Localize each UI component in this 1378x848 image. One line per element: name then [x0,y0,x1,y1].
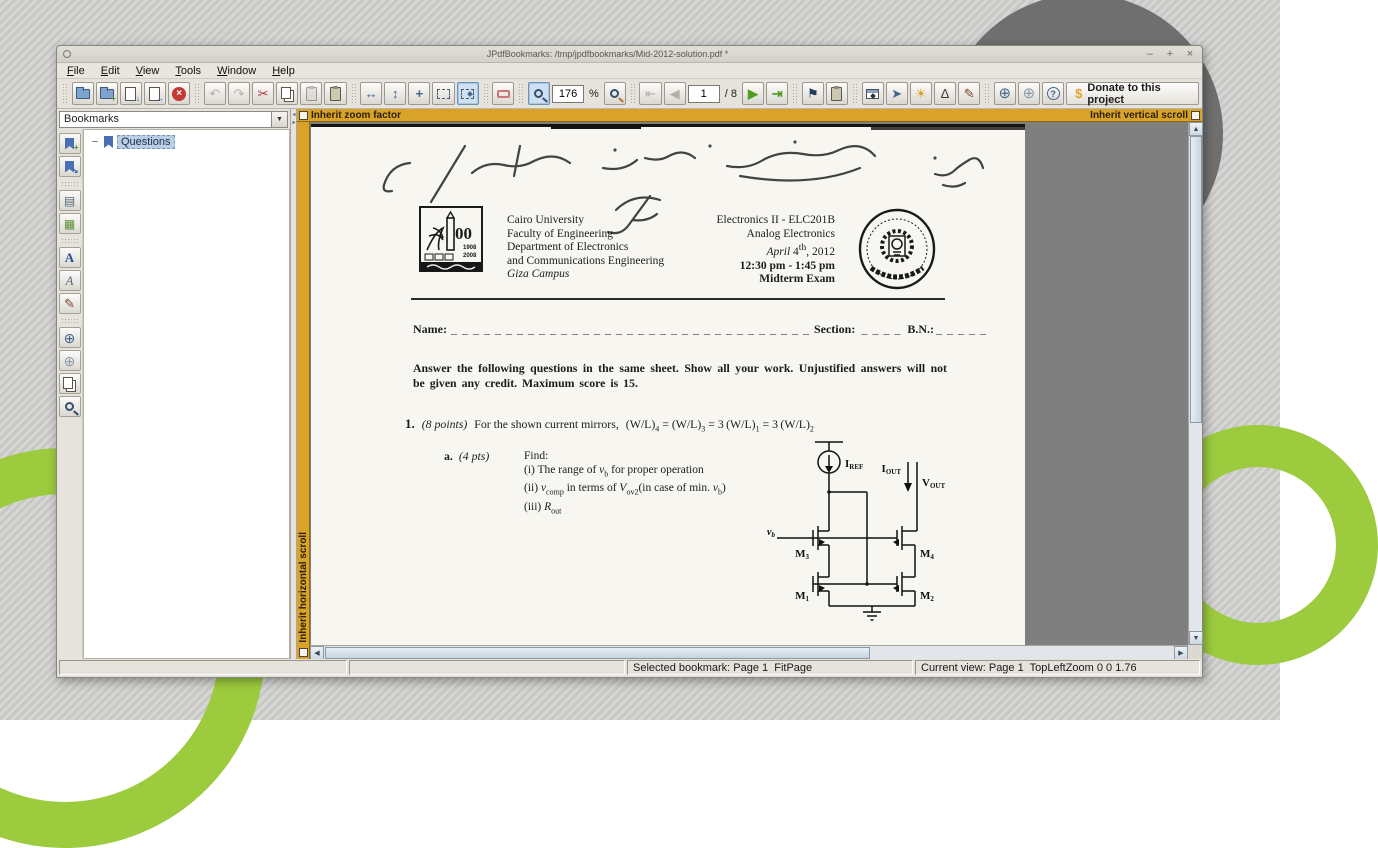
prev-page-button[interactable] [664,82,686,105]
inherit-hscroll-label: Inherit horizontal scroll [298,532,309,643]
page-icon [125,87,136,101]
combobox-dropdown-button[interactable]: ▼ [272,111,288,128]
question-1 [405,416,814,433]
globe-icon: ⊕ [998,85,1012,102]
scroll-left-button[interactable]: ◀ [310,646,324,660]
pdf-page [311,124,1025,649]
bookmarks-tree[interactable] [83,129,290,659]
red-rect-icon [497,90,510,98]
show-on-open-button[interactable] [862,82,884,105]
magnifier-icon [534,89,543,98]
edit-style-button[interactable] [958,82,980,105]
first-page-icon: ⇤ [645,86,656,101]
dollar-icon: $ [1075,86,1083,101]
svg-text:vb: $v_b$ [767,527,775,539]
flag-icon: ⚑ [806,86,819,101]
convert-named-dest-button[interactable] [934,82,956,105]
bold-button[interactable] [59,247,81,268]
remove-weblink-button[interactable] [59,350,81,371]
inherit-zoom-bar[interactable] [297,109,1202,122]
toolbar-grip[interactable] [351,83,357,105]
pages-icon [63,377,73,389]
copy-icon [281,87,291,99]
bookmark-icon [104,136,113,148]
zoom-apply-button[interactable] [604,82,626,105]
folder-icon [76,89,90,99]
set-destination-button[interactable] [59,190,81,211]
clipboard-icon [306,87,317,101]
add-sibling-bookmark-button[interactable]: + [59,133,81,154]
inherit-hscroll-bar[interactable] [297,122,310,659]
window-icon [63,50,71,58]
donate-label: Donate to this project [1087,81,1161,106]
status-cell-empty-1 [59,660,347,675]
donate-button[interactable] [1066,82,1199,105]
close-file-button[interactable] [168,82,190,105]
name-label: Name: [413,322,447,336]
current-mirror-circuit [763,434,963,634]
status-current-view: Current view: Page 1 TopLeftZoom 0 0 1.76 [915,660,1200,675]
menu-window[interactable]: Window [217,64,257,77]
web-home-button[interactable] [994,82,1016,105]
next-page-button[interactable] [742,82,764,105]
status-cell-empty-2 [349,660,625,675]
find-label: Find: [524,450,549,462]
open-file-button[interactable] [72,82,94,105]
toolbar-grip[interactable] [852,83,858,105]
part-a-row [444,449,489,464]
apply-dest-grid-button[interactable] [59,213,81,234]
svg-text:M2: M2 [920,590,934,603]
status-selected-bookmark: Selected bookmark: Page 1 FitPage [627,660,913,675]
bookmark-edit-toolbar [57,129,83,659]
highlight-rect-button[interactable] [492,82,514,105]
redo-button[interactable] [228,82,250,105]
fit-page-icon: + [415,86,424,101]
undo-icon: ↶ [209,86,221,101]
menu-tools[interactable]: Tools [175,64,202,77]
question-equation: $(W/L)_4 = (W/L)_3 = 3$ $(W/L)_1 = 3$ $(W/L)_2$ [625,417,814,434]
inherit-zoom-label: Inherit zoom factor [311,109,402,121]
section-blank: _ _ _ _ [861,322,902,336]
bookmark-label[interactable]: Questions [117,135,175,149]
bookmark-icon [65,138,74,150]
find-item-iii: (iii) $R_{out}$ [524,500,562,515]
find-item-ii: (ii) $v_{comp}$ in terms of $V_{ov2}(in$ case of min. $v_b$) [524,482,726,497]
help-icon: ? [1047,87,1060,100]
vertical-scrollbar[interactable] [1188,122,1202,645]
toolbar-grip[interactable] [483,83,489,105]
section-label: Section: [813,322,856,336]
pdf-viewer [297,109,1202,659]
sun-icon: ☀ [915,86,927,101]
statusbar [57,659,1202,677]
italic-a-icon: A [65,272,74,288]
fit-page-button[interactable] [408,82,430,105]
save-button[interactable]: + [96,82,118,105]
page-total-label: / 8 [724,87,737,100]
app-window [56,45,1203,678]
fit-width-icon: ↔ [364,86,378,101]
add-child-bookmark-button[interactable]: ↘ [59,156,81,177]
fit-width-button[interactable] [360,82,382,105]
globe-icon: ⊕ [63,329,76,346]
part-points: (4 pts) [458,449,490,463]
save-as-button[interactable]: ↓ [120,82,142,105]
question-number: 1. [405,416,415,431]
bookmarks-panel [57,109,291,659]
native-size-icon [437,89,450,99]
page-number-input[interactable] [688,85,720,103]
toolbar-grip[interactable] [630,83,636,105]
follow-bookmark-button[interactable] [886,82,908,105]
header-rule [411,298,945,300]
preview-button[interactable] [59,396,81,417]
maximize-button[interactable]: + [1166,48,1174,60]
expand-right-arrow[interactable]: ▸ [292,120,296,126]
panel-body [57,129,290,659]
fit-rect-button[interactable] [457,82,479,105]
vertical-scroll-thumb[interactable] [1190,136,1202,423]
svg-text:IREF: IREF [845,458,864,471]
fit-height-button[interactable] [384,82,406,105]
exam-instructions: Answer the following questions in the same sheet. Show all your work. Unjustified answers will not be given any credit. Maximum score is 15. [413,361,947,390]
help-button[interactable] [1042,82,1064,105]
magnifier-icon [65,402,74,411]
paste-disabled-button[interactable] [300,82,322,105]
toolbar-separator [61,181,79,186]
question-points: (8 points) [421,417,468,431]
inherit-zoom-checkbox[interactable] [299,111,308,120]
inherit-vscroll-checkbox[interactable] [1191,111,1200,120]
window-diamond-icon [866,89,879,99]
pdf-canvas[interactable] [310,122,1188,645]
panel-selector-row [57,109,290,129]
copy-bookmark-button[interactable] [59,373,81,394]
globe-light-icon: ⊕ [63,352,76,369]
scissors-icon: ✂ [257,86,269,101]
collapse-left-arrow[interactable]: ◂ [292,112,296,118]
horizontal-scroll-thumb[interactable] [325,647,870,659]
toolbar-grip[interactable] [194,83,200,105]
inherit-hscroll-checkbox[interactable] [299,648,308,657]
pen-icon: ✎ [963,86,975,101]
grid-icon: ▦ [63,216,76,231]
text-color-button[interactable] [59,293,81,314]
name-blank: _ _ _ _ _ _ _ _ _ _ _ _ _ _ _ _ _ _ _ _ _ _ _ _ _ _ _ _ _ _ _ _ _ [450,322,810,336]
menu-edit[interactable]: Edit [100,64,120,77]
bn-blank: _ _ _ _ _ [935,322,987,336]
zoom-tool-button[interactable] [528,82,550,105]
fit-height-icon: ↕ [392,86,399,101]
window-title: JPdfBookmarks: /tmp/jpdfbookmarks/Mid-2012-solution.pdf * [486,49,729,59]
part-label: a. [444,449,453,463]
close-button[interactable]: × [1186,48,1194,60]
close-red-icon: × [172,87,186,101]
cut-button[interactable] [252,82,274,105]
paste-button[interactable] [324,82,346,105]
expander-icon[interactable]: − [91,136,99,148]
scroll-right-button[interactable]: ▶ [1174,646,1188,660]
document-icon: ▤ [63,193,76,208]
toolbar-grip[interactable] [792,83,798,105]
university-text: Cairo University Faculty of Engineering Department of Electronics and Communications Engineering Giza Campus [507,214,665,281]
scroll-down-button[interactable]: ▼ [1189,631,1203,645]
toolbar-grip[interactable] [984,83,990,105]
svg-text:00: 00 [455,224,472,243]
toolbar-grip[interactable] [518,83,524,105]
menu-help[interactable]: Help [272,64,295,77]
clipboard-dest-icon [831,87,842,101]
toolbar-grip[interactable] [62,83,68,105]
menubar [57,63,1202,79]
clipboard-paste-icon [330,87,341,101]
menu-file[interactable]: File [67,64,85,77]
svg-text:M3: M3 [795,548,809,561]
titlebar[interactable] [57,46,1202,63]
apply-destination-button[interactable] [826,82,848,105]
brush-icon: ✎ [64,296,75,311]
fit-rect-icon [461,89,474,99]
horizontal-scrollbar[interactable] [310,645,1188,659]
pointer-arrow-icon: ➤ [891,86,903,101]
name-section-row [413,322,987,337]
web-manual-button[interactable] [1018,82,1040,105]
last-page-icon: ⇥ [771,86,783,101]
scrollbar-corner [1188,645,1202,659]
delta-icon: ∆ [941,86,949,101]
svg-text:1908: 1908 [463,245,477,251]
launch-action-button[interactable] [910,82,932,105]
course-text: Electronics II - ELC201B Analog Electronics April 4th, 2012 12:30 pm - 1:45 pm Midterm Exam [716,214,835,286]
find-item-i: (i) The range of $v_b$ for proper operation [524,464,704,479]
faculty-seal [857,208,937,290]
toolbar-separator [61,238,79,243]
minimize-button[interactable]: – [1146,48,1154,60]
bold-a-icon: A [64,249,75,265]
last-page-button[interactable] [766,82,788,105]
italic-button[interactable] [59,270,81,291]
tree-item-questions[interactable] [84,130,289,149]
undo-button[interactable] [204,82,226,105]
percent-label: % [589,87,599,100]
prev-page-icon: ◀ [669,86,680,101]
bn-label: B.N.: [907,322,934,336]
goto-bookmark-button[interactable] [802,82,824,105]
inherit-vscroll-label: Inherit vertical scroll [1090,109,1188,121]
toolbar-separator [61,318,79,323]
menu-view[interactable]: View [135,64,160,77]
svg-text:M1: M1 [795,590,809,603]
question-text: For the shown current mirrors, [474,417,619,431]
globe-light-icon: ⊕ [1022,85,1036,102]
main-area [57,109,1202,659]
svg-text:IOUT: IOUT [881,463,901,476]
svg-text:2008: 2008 [463,253,477,259]
svg-text:VOUT: VOUT [922,477,946,490]
university-logo [419,206,483,282]
zoom-input[interactable] [552,85,584,103]
scroll-up-button[interactable]: ▲ [1189,122,1203,136]
redo-icon: ↷ [233,86,245,101]
magnifier-warm-icon [610,89,619,98]
first-page-button[interactable] [639,82,661,105]
toolbar [57,79,1202,109]
panel-combobox[interactable]: Bookmarks [59,111,272,128]
add-weblink-button[interactable] [59,327,81,348]
fit-native-button[interactable] [432,82,454,105]
copy-button[interactable] [276,82,298,105]
next-page-icon: ▶ [748,86,759,101]
svg-text:M4: M4 [920,548,934,561]
export-button[interactable]: → [144,82,166,105]
part-a-items [524,449,726,518]
